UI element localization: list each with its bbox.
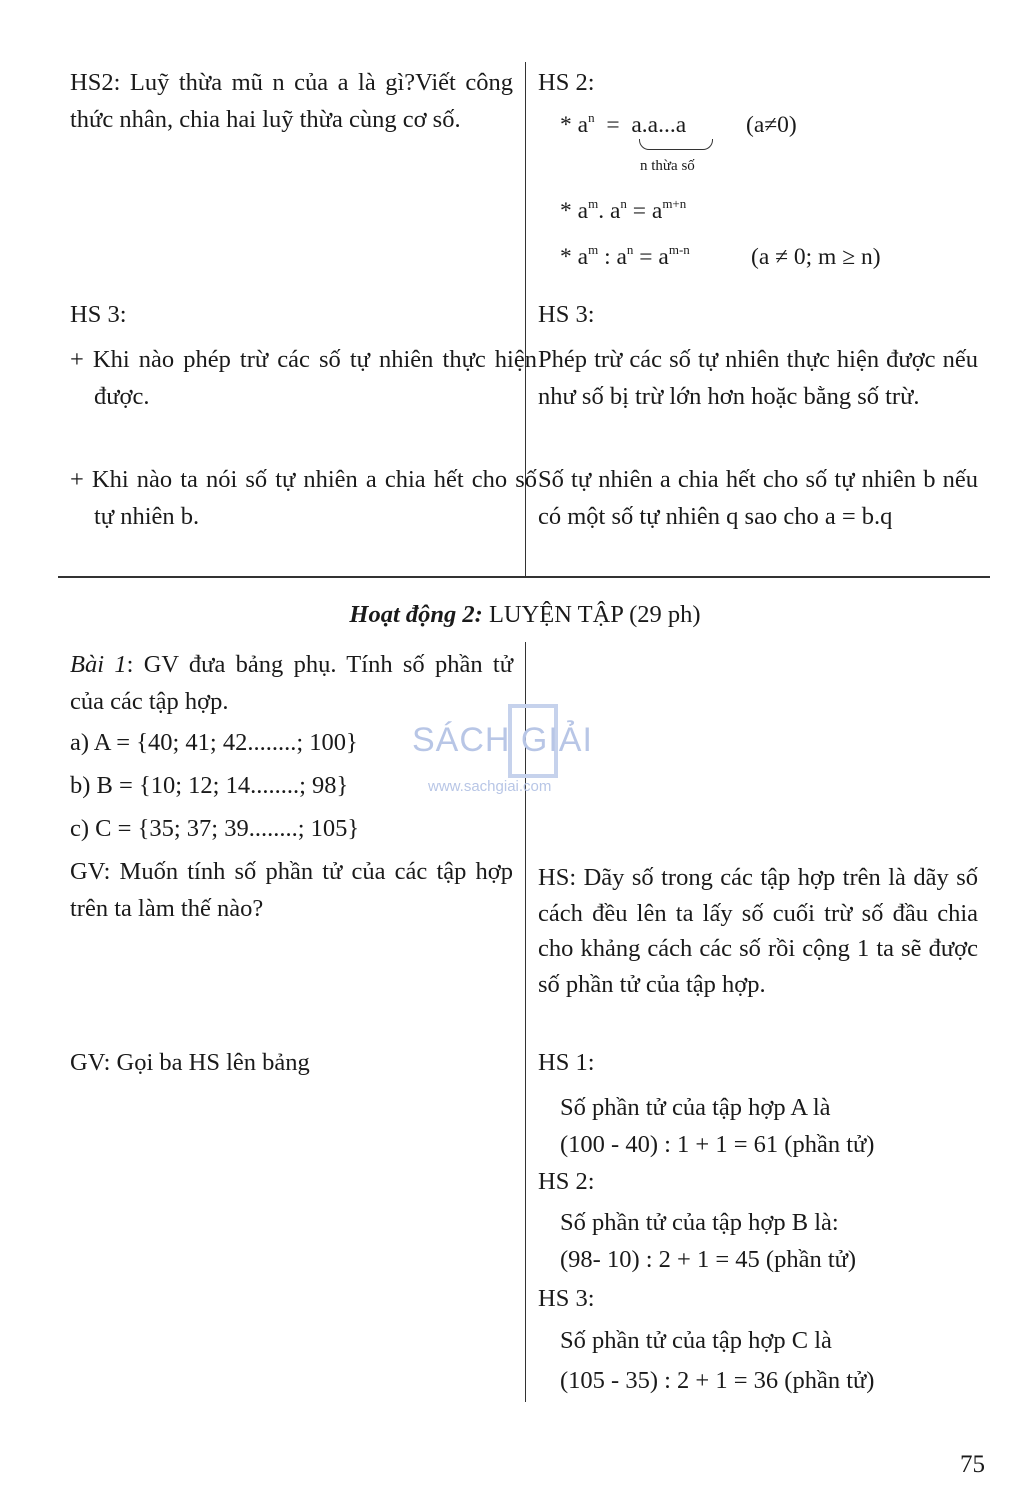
- hs3-answer-subtraction: Phép trừ các số tự nhiên thực hiện được nếu như số bị trừ lớn hơn hoặc bằng số trừ.: [538, 346, 978, 410]
- hs3-answer-divisibility: Số tự nhiên a chia hết cho số tự nhiên b nếu có một số tự nhiên q sao cho a = b.q: [538, 466, 978, 530]
- section-separator: [58, 576, 990, 578]
- gv-call: GV: Gọi ba HS lên bảng: [70, 1049, 310, 1076]
- gv-question: GV: Muốn tính số phần tử của các tập hợp trên ta làm thế nào?: [70, 858, 513, 922]
- hs2-solution: Số phần tử của tập hợp B là: (98- 10) : 2 + 1 = 45 (phần tử): [560, 1209, 857, 1273]
- exercise-item-a: a) A = {40; 41; 42........; 100}: [70, 729, 358, 756]
- exercise-item-b: b) B = {10; 12; 14........; 98}: [70, 772, 349, 799]
- page-number: 75: [960, 1451, 985, 1478]
- hs3-question-divisibility: + Khi nào ta nói số tự nhiên a chia hết cho số tự nhiên b.: [70, 466, 537, 530]
- hs2-question: HS2: Luỹ thừa mũ n của a là gì?Viết công thức nhân, chia hai luỹ thừa cùng cơ số.: [70, 69, 513, 133]
- hs3-label-left: HS 3:: [70, 301, 127, 328]
- hs-method-answer: HS: Dãy số trong các tập hợp trên là dãy số cách đều lên ta lấy số cuối trừ số đầu chia cho khảng cách các số rồi cộng 1 ta sẽ được số phần tử của tập hợp.: [538, 864, 978, 998]
- watermark-logo: SÁCH GIẢI: [412, 721, 593, 759]
- underbrace: [639, 139, 713, 150]
- activity-heading: Hoạt động 2: LUYỆN TẬP (29 ph): [349, 601, 701, 628]
- hs3-question-subtraction: + Khi nào phép trừ các số tự nhiên thực hiện được.: [70, 346, 537, 410]
- hs1-solution: Số phần tử của tập hợp A là (100 - 40) : 1 + 1 = 61 (phần tử): [560, 1094, 875, 1158]
- formula-power-condition: (a≠0): [746, 112, 797, 138]
- hs2-label: HS 2:: [538, 1168, 595, 1195]
- hs3-label: HS 3:: [538, 1285, 595, 1312]
- hs3-solution: Số phần tử của tập hợp C là (105 - 35) : 2 + 1 = 36 (phần tử): [560, 1327, 875, 1394]
- exercise-item-c: c) C = {35; 37; 39........; 105}: [70, 815, 360, 842]
- hs2-answer-label: HS 2:: [538, 69, 595, 96]
- hs1-label: HS 1:: [538, 1049, 595, 1076]
- hs3-label-right: HS 3:: [538, 301, 595, 328]
- formula-power-quotient: * $a^m$ : $a^n = a^{m-n}$: [560, 242, 690, 270]
- formula-power-product: * $a^m$. $a^n = a^{m+n}$: [560, 196, 687, 224]
- exercise-title: Bài 1: GV đưa bảng phụ. Tính số phần tử của các tập hợp.: [70, 651, 513, 715]
- formula-quotient-condition: (a ≠ 0; m ≥ n): [751, 244, 881, 270]
- underbrace-label: n thừa số: [640, 158, 695, 174]
- watermark: [412, 700, 612, 800]
- watermark-url: www.sachgiai.com: [428, 778, 552, 795]
- formula-power-definition: * $a^n = a.a...a$: [560, 110, 687, 138]
